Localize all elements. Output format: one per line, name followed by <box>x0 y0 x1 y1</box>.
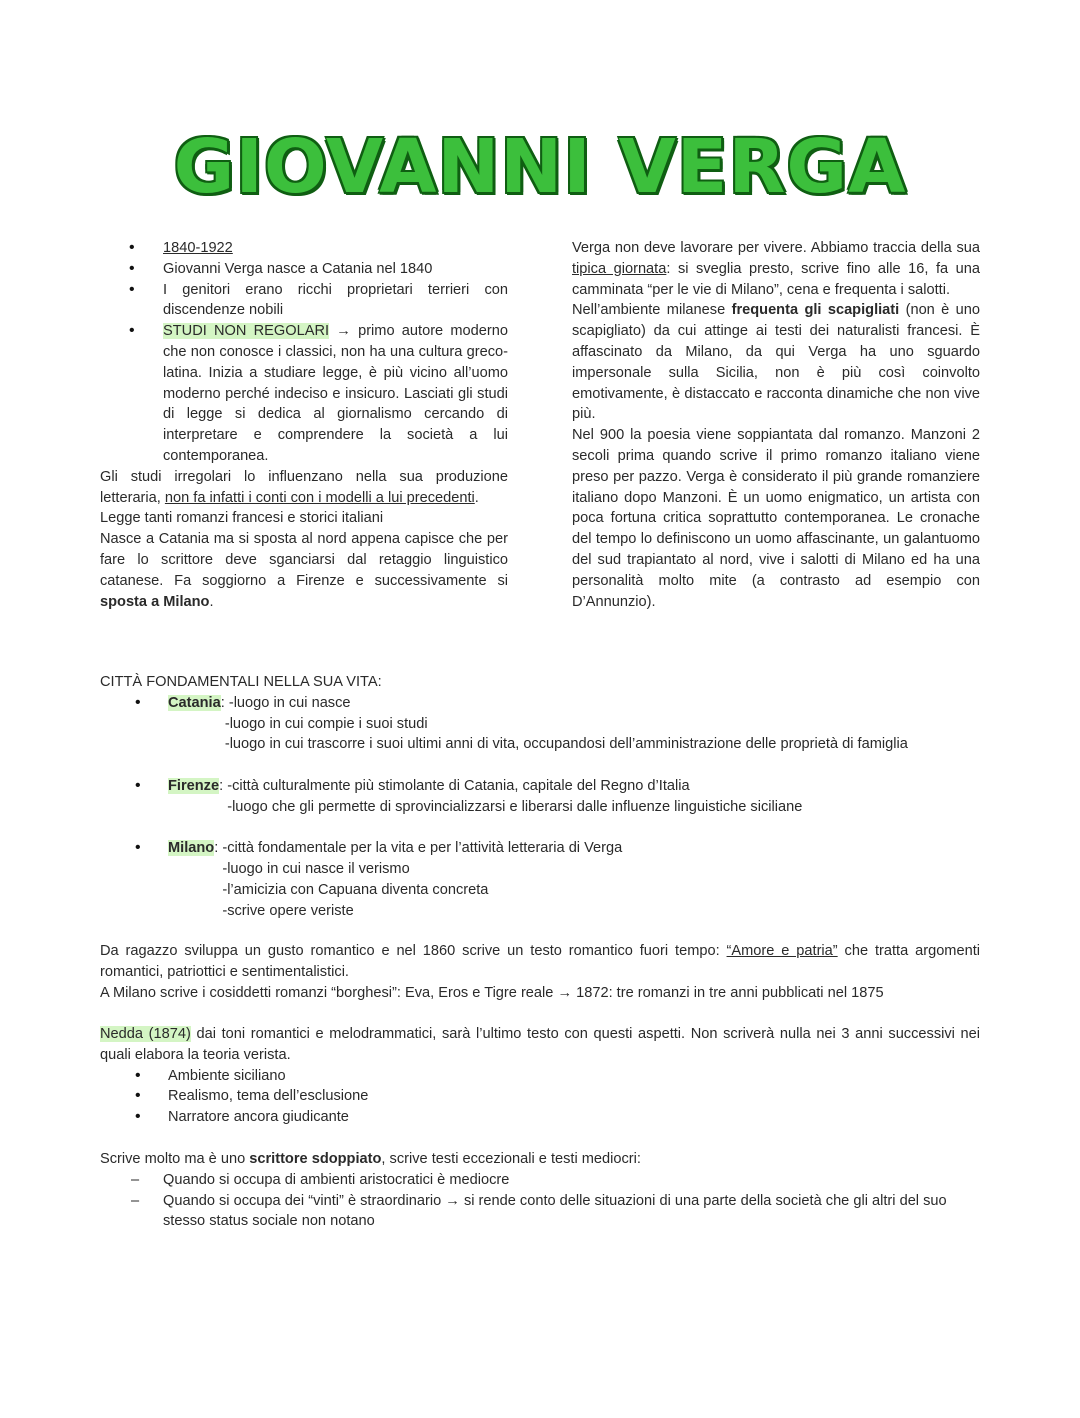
city-detail: -l’amicizia con Capuana diventa concreta <box>222 881 489 898</box>
list-item: • Ambiente siciliano <box>100 1066 980 1087</box>
paragraph <box>100 1149 980 1170</box>
biography-list <box>100 238 508 467</box>
text: Gli studi irregolari lo influenzano nella sua produzione letteraria, <box>100 468 508 506</box>
section-heading: CITTÀ FONDAMENTALI NELLA SUA VITA: <box>100 674 382 690</box>
list-item <box>100 321 508 467</box>
highlight-text: Nedda (1874) <box>100 1026 191 1042</box>
text: : si sveglia presto, scrive fino alle 16, fa una camminata “per le vie di Milano”, cena e frequenta i salotti. <box>572 260 980 298</box>
paragraph <box>100 529 508 612</box>
text: Verga non deve lavorare per vivere. Abbiamo traccia della sua <box>572 240 980 256</box>
list-item: – Quando si occupa dei “vinti” è straordinario → si rende conto delle situazioni di una parte della società che gli altri del suo stesso status sociale non notano <box>100 1191 980 1233</box>
paragraph <box>572 238 980 300</box>
nedda-list <box>100 1066 980 1128</box>
text: . <box>474 489 479 506</box>
city-name: Milano <box>168 840 215 857</box>
right-column <box>572 238 980 612</box>
city-detail: -luogo in cui compie i suoi studi <box>224 715 428 732</box>
bullet-icon: • <box>135 776 141 794</box>
list-item: • Giovanni Verga nasce a Catania nel 1840 <box>100 259 508 280</box>
paragraph: Nel 900 la poesia viene soppiantata dal romanzo. Manzoni 2 secoli prima quando scrive il primo romanzo italiano viene preso per pazzo. Verga è considerato il più grande romanziere italiano dopo Manzoni. È un uomo enigmatico, un artista con poca fortuna critica soprattutto contemporanea. Le cronache del tempo lo definiscono un uomo affascinante, un galantuomo del sud trapiantato al nord, vive i salotti di Milano ed ha una personalità molto mite (a contrasto ad esempio con D’Annunzio). <box>572 427 980 610</box>
underlined-text: tipica giornata <box>572 260 667 277</box>
text: (non è uno scapigliato) da cui attinge ai testi dei naturalisti francesi. È affascinato da Milano, da qui Verga ha uno sguardo impersonale sulla Sicilia, non è più così coinvolto emotivamente, è distaccato e racconta dinamiche che non vive più. <box>572 302 981 423</box>
page-title: GIOVANNI VERGA <box>173 124 907 210</box>
city-firenze: • Firenze: -città culturalmente più stimolante di Catania, capitale del Regno d’Italia -luogo che gli permette di sprovincializzarsi e liberarsi dalle influenze linguistiche siciliane <box>100 776 980 818</box>
city-milano: • Milano: -città fondamentale per la vita e per l’attività letteraria di Verga -luogo in cui nasce il verismo -l’amicizia con Capuana diventa concreta -scrive opere veriste <box>100 838 980 921</box>
nedda-section <box>100 1024 980 1128</box>
bullet-icon: • <box>135 693 141 711</box>
text: Da ragazzo sviluppa un gusto romantico e nel 1860 scrive un testo romantico fuori tempo: <box>100 943 727 959</box>
text: . <box>209 593 214 610</box>
text: Nell’ambiente milanese <box>572 302 732 319</box>
city-detail: -luogo in cui trascorre i suoi ultimi anni di vita, occupandosi dell’amministrazione delle proprietà di famiglia <box>224 736 908 753</box>
city-name: Catania <box>168 694 221 711</box>
sdoppiato-list <box>100 1170 980 1232</box>
text: che tratta argomenti romantici, patriottici e sentimentalistici. <box>100 943 980 980</box>
list-item: • I genitori erano ricchi proprietari terrieri con discendenze nobili <box>100 280 508 322</box>
city-catania: • Catania: -luogo in cui nasce -luogo in cui compie i suoi studi -luogo in cui trascorre i suoi ultimi anni di vita, occupandosi dell’amministrazione delle proprietà di famiglia <box>100 693 980 755</box>
sdoppiato-section <box>100 1149 980 1232</box>
city-detail: -città culturalmente più stimolante di Catania, capitale del Regno d’Italia <box>227 777 690 794</box>
text: dai toni romantici e melodrammatici, sarà l’ultimo testo con questi aspetti. Non scriverà nulla nei 3 anni successivi nei quali elabora la teoria verista. <box>100 1026 980 1063</box>
list-item: – Quando si occupa di ambienti aristocratici è mediocre <box>100 1170 980 1191</box>
underlined-text: “Amore e patria” <box>726 943 838 959</box>
paragraph <box>100 1024 980 1066</box>
bold-text: frequenta gli scapigliati <box>731 302 900 319</box>
bold-text: sposta a Milano <box>100 593 210 610</box>
bold-text: scrittore sdoppiato <box>249 1151 382 1167</box>
city-detail: -luogo che gli permette di sprovincializzarsi e liberarsi dalle influenze linguistiche siciliane <box>227 798 803 815</box>
paragraph: Legge tanti romanzi francesi e storici italiani <box>100 510 384 527</box>
list-item: • Realismo, tema dell’esclusione <box>100 1086 980 1107</box>
text: , scrive testi eccezionali e testi mediocri: <box>381 1151 641 1167</box>
list-item: • Narratore ancora giudicante <box>100 1107 980 1128</box>
list-item-text: → primo autore moderno che non conosce i classici, non ha una cultura greco-latina. Inizia a studiare legge, è più vicino all’uomo moderno perché indeciso e insicuro. Lasciati gli studi di legge si dedica al giornalismo cercando di interpretare e comprendere la società a lui contemporanea. <box>163 323 508 464</box>
city-detail: -scrive opere veriste <box>222 902 354 919</box>
city-detail: -luogo in cui nasce il verismo <box>222 861 410 878</box>
left-column <box>100 238 508 612</box>
text: Nasce a Catania ma si sposta al nord appena capisce che per fare lo scrittore deve sganciarsi dal retaggio linguistico catanese. Fa soggiorno a Firenze e successivamente si <box>100 531 508 589</box>
dates-text: 1840-1922 <box>163 240 233 256</box>
city-name: Firenze <box>168 777 220 794</box>
city-detail: -luogo in cui nasce <box>228 694 351 711</box>
city-detail: -città fondamentale per la vita e per l’attività letteraria di Verga <box>222 840 623 857</box>
bullet-icon: • <box>135 839 141 857</box>
paragraph <box>572 300 980 425</box>
paragraph <box>100 941 980 983</box>
underlined-text: non fa infatti i conti con i modelli a lui precedenti <box>164 489 475 506</box>
highlight-text: STUDI NON REGOLARI <box>163 323 330 340</box>
cities-section <box>100 672 980 922</box>
paragraph <box>100 467 508 509</box>
text: Scrive molto ma è uno <box>100 1151 250 1167</box>
romantic-section <box>100 941 980 1003</box>
list-item <box>100 238 508 259</box>
paragraph: A Milano scrive i cosiddetti romanzi “borghesi”: Eva, Eros e Tigre reale → 1872: tre romanzi in tre anni pubblicati nel 1875 <box>100 984 884 1001</box>
